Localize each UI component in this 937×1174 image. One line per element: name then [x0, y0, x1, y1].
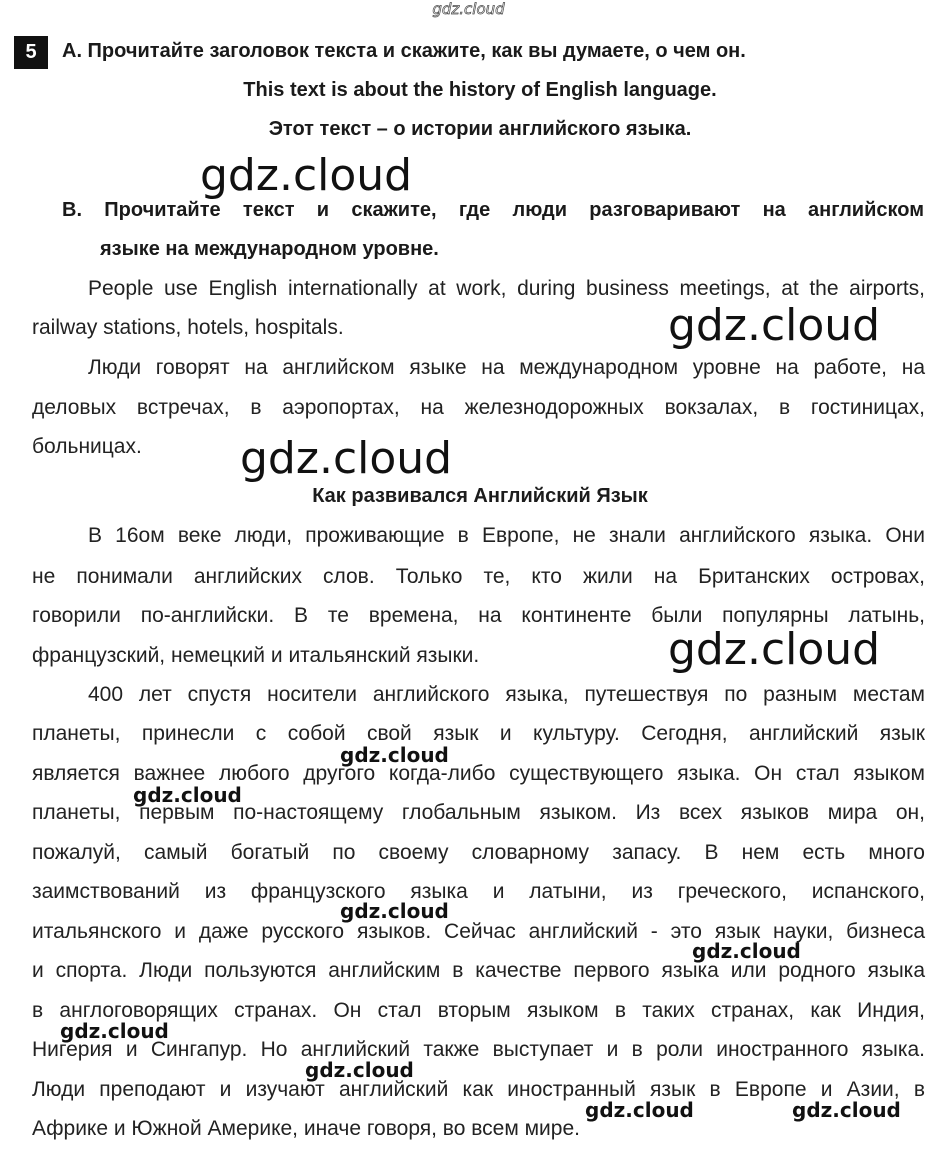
paragraph-2-line-2: планеты, принесли с собой свой язык и культуру. Сегодня, английский язык: [32, 722, 925, 745]
watermark-large: gdz.cloud: [240, 433, 453, 484]
paragraph-1-line-4: французский, немецкий и итальянский языки.: [32, 644, 480, 667]
exercise-number-badge: 5: [14, 36, 48, 69]
task-a-answer-en: This text is about the history of English language.: [243, 79, 717, 101]
watermark-large: gdz.cloud: [200, 150, 413, 201]
task-b-prompt-line-2: языке на международном уровне.: [100, 238, 439, 260]
watermark-small: gdz.cloud: [340, 899, 449, 923]
task-b-prompt-line-1: B. Прочитайте текст и скажите, где люди разговаривают на английском: [62, 199, 924, 221]
answer-b-ru-line-3: больницах.: [32, 435, 142, 458]
paragraph-2-line-8: и спорта. Люди пользуются английским в качестве первого языка или родного языка: [32, 959, 925, 982]
paragraph-2-line-3: является важнее любого другого когда-либо существующего языка. Он стал языком: [32, 762, 925, 785]
watermark-small: gdz.cloud: [340, 743, 449, 767]
paragraph-2-line-10: Нигерия и Сингапур. Но английский также выступает и в роли иностранного языка.: [32, 1038, 925, 1061]
task-a-prompt: A. Прочитайте заголовок текста и скажите, как вы думаете, о чем он.: [62, 40, 746, 62]
paragraph-2-line-6: заимствований из французского языка и латыни, из греческого, испанского,: [32, 880, 925, 903]
paragraph-2-line-9: в англоговорящих странах. Он стал вторым языком в таких странах, как Индия,: [32, 999, 925, 1022]
paragraph-2-line-7: итальянского и даже русского языков. Сейчас английский - это язык науки, бизнеса: [32, 920, 925, 943]
watermark-large: gdz.cloud: [668, 300, 881, 351]
watermark-large: gdz.cloud: [668, 624, 881, 675]
answer-b-en-line-2: railway stations, hotels, hospitals.: [32, 316, 344, 339]
paragraph-1-line-1: В 16ом веке люди, проживающие в Европе, не знали английского языка. Они: [88, 524, 925, 547]
watermark-top: gdz.cloud: [432, 0, 505, 18]
paragraph-2-line-11: Люди преподают и изучают английский как иностранный язык в Европе и Азии, в: [32, 1078, 925, 1101]
watermark-small: gdz.cloud: [60, 1019, 169, 1043]
paragraph-2-line-12: Африке и Южной Америке, иначе говоря, во всем мире.: [32, 1117, 580, 1140]
answer-b-ru-line-2: деловых встречах, в аэропортах, на железнодорожных вокзалах, в гостиницах,: [32, 396, 925, 419]
watermark-small: gdz.cloud: [585, 1098, 694, 1122]
paragraph-2-line-5: пожалуй, самый богатый по своему словарному запасу. В нем есть много: [32, 841, 925, 864]
paragraph-2-line-1: 400 лет спустя носители английского языка, путешествуя по разным местам: [88, 683, 925, 706]
paragraph-2-line-4: планеты, первым по-настоящему глобальным языком. Из всех языков мира он,: [32, 801, 925, 824]
watermark-small: gdz.cloud: [792, 1098, 901, 1122]
watermark-small: gdz.cloud: [692, 939, 801, 963]
answer-b-ru-line-1: Люди говорят на английском языке на международном уровне на работе, на: [88, 356, 925, 379]
task-a-answer-ru: Этот текст – о истории английского языка.: [268, 118, 692, 140]
watermark-small: gdz.cloud: [305, 1058, 414, 1082]
answer-b-en-line-1: People use English internationally at work, during business meetings, at the airports,: [88, 277, 925, 300]
paragraph-1-line-2: не понимали английских слов. Только те, кто жили на Британских островах,: [32, 565, 925, 588]
paragraph-1-line-3: говорили по-английски. В те времена, на континенте были популярны латынь,: [32, 604, 925, 627]
text-title: Как развивался Английский Язык: [312, 485, 648, 507]
watermark-small: gdz.cloud: [133, 783, 242, 807]
